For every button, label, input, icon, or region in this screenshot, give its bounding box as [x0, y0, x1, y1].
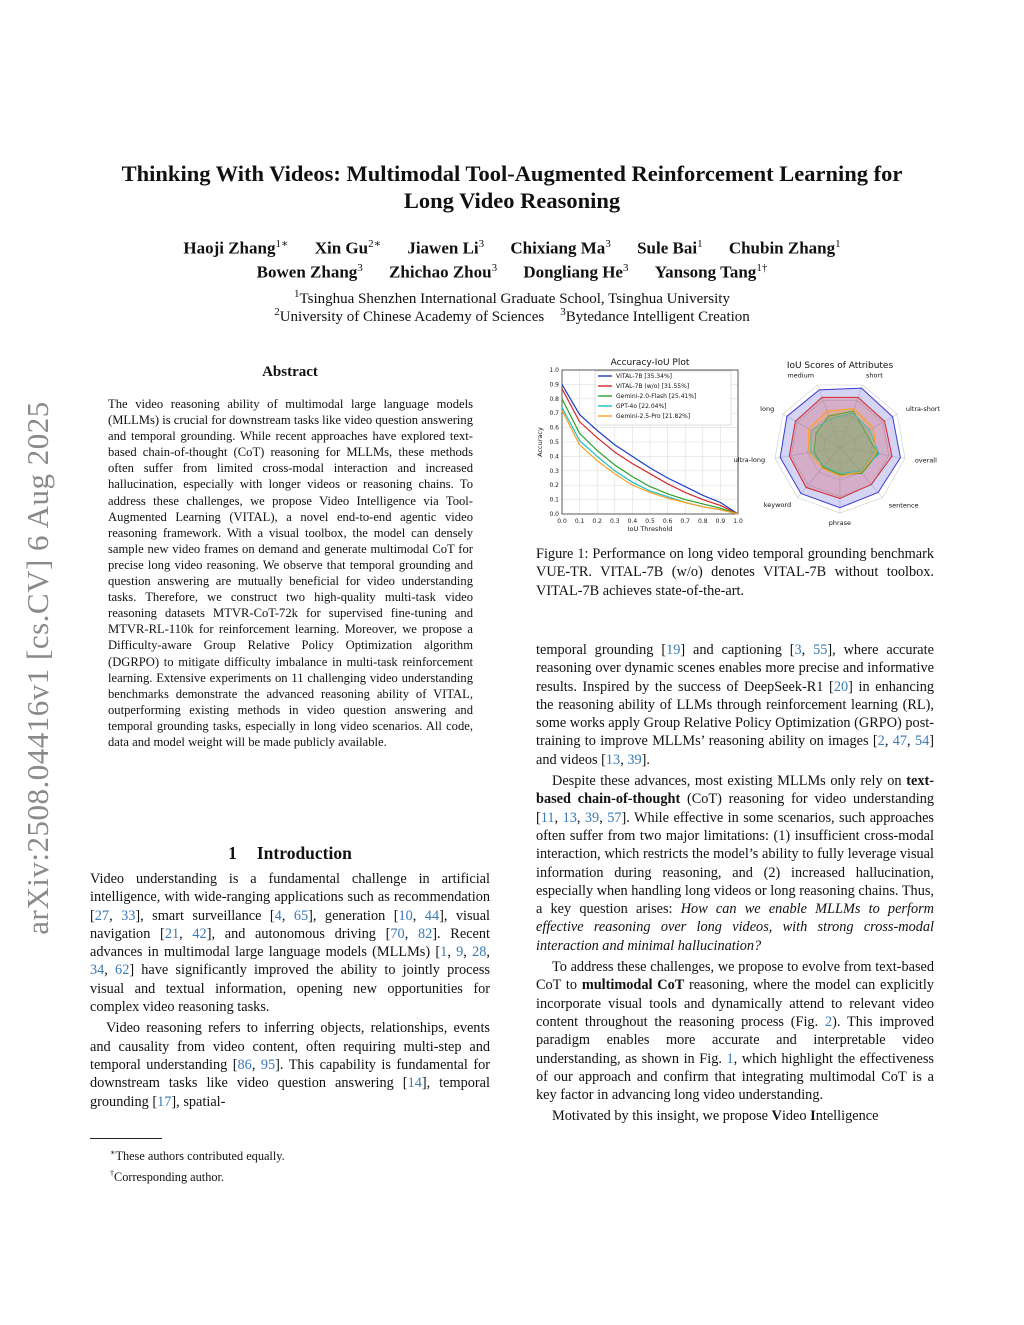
radar-axis-label: sentence — [888, 501, 919, 510]
legend-entry: Gemini-2.5-Pro [21.82%] — [616, 413, 691, 421]
citation-link[interactable]: 33 — [121, 907, 136, 924]
citation-link[interactable]: 3 — [794, 642, 802, 658]
x-tick-label: 0.9 — [715, 518, 726, 525]
figure-1 — [536, 352, 941, 533]
y-tick-label: 0.7 — [549, 410, 559, 418]
legend-entry: GPT-4o [22.04%] — [616, 403, 667, 411]
footnote-rule — [90, 1138, 162, 1139]
title-line-2: Long Video Reasoning — [403, 188, 621, 213]
citation-link[interactable]: 44 — [424, 907, 440, 924]
author: Zhichao Zhou$^3$ — [389, 262, 498, 282]
citation-link[interactable]: 21 — [164, 925, 180, 942]
citation-link[interactable]: 27 — [94, 907, 110, 924]
x-tick-label: 0.2 — [592, 518, 602, 525]
y-tick-label: 0.3 — [549, 467, 559, 475]
paper-title — [80, 160, 944, 214]
x-tick-label: 0.7 — [680, 518, 690, 525]
radar-axis-label: medium — [787, 371, 815, 380]
attribute-radar-chart — [734, 361, 941, 527]
y-tick-label: 0.0 — [549, 511, 559, 518]
y-tick-label: 0.5 — [549, 439, 559, 446]
affiliation-1: $^1$Tsinghua Shenzhen International Graduate School, Tsinghua University — [294, 288, 730, 307]
x-axis-label: IoU Threshold — [627, 525, 673, 533]
figure-caption: Figure 1: Performance on long video temporal grounding benchmark VUE-TR. VITAL-7B (w/o) denotes VITAL-7B without toolbox. VITAL-7B achieves state-of-the-art. — [536, 546, 934, 599]
paragraph: To address these challenges, we propose to evolve from text-based CoT to multimodal CoT reasoning, where the model can explicitly incorporate visual tools and dynamically attend to relevant video content throughout the reasoning process (Fig. 2). This improved paradigm enables more accurate and interpretable video understanding, as shown in Fig. 1, which highlight the effectiveness of our approach and confirm that integrating multimodal CoT is a key factor in advancing long video understanding. — [536, 959, 934, 1104]
abstract-heading: Abstract — [262, 364, 318, 380]
author: Dongliang He$^3$ — [523, 262, 629, 282]
citation-link[interactable]: 14 — [407, 1075, 422, 1092]
x-tick-label: 0.8 — [698, 518, 708, 525]
citation-link[interactable]: 47 — [892, 733, 908, 750]
y-tick-label: 0.8 — [549, 395, 559, 403]
y-tick-label: 0.4 — [549, 453, 559, 461]
citation-link[interactable]: 65 — [293, 907, 309, 924]
legend-entry: Gemini-2.0-Flash [25.41%] — [616, 393, 697, 401]
x-tick-label: 0.5 — [645, 518, 655, 525]
citation-link[interactable]: 54 — [914, 733, 930, 750]
citation-link[interactable]: 1 — [726, 1050, 734, 1067]
citation-link[interactable]: 95 — [260, 1056, 276, 1073]
affiliation-2-3: $^2$University of Chinese Academy of Sciences $^3$Bytedance Intelligent Creation — [274, 306, 750, 325]
legend-entry: VITAL-7B [35.34%] — [616, 373, 672, 381]
left-column-text — [90, 870, 490, 1114]
citation-link[interactable]: 70 — [390, 925, 405, 942]
citation-link[interactable]: 17 — [157, 1093, 172, 1110]
author: Jiawen Li$^3$ — [407, 238, 485, 258]
radar-axis-label: overall — [914, 456, 937, 465]
y-tick-label: 0.6 — [549, 424, 559, 432]
author: Haoji Zhang$^{1∗}$ — [183, 238, 289, 258]
title-line-1: Thinking With Videos: Multimodal Tool-Augmented Reinforcement Learning for — [121, 161, 903, 186]
citation-link[interactable]: 1 — [440, 944, 448, 961]
radar-axis-label: short — [866, 371, 883, 380]
author: Sule Bai$^1$ — [637, 238, 703, 258]
paragraph: Video understanding is a fundamental challenge in artificial intelligence, with wide-ranging applications such as recommendation [27, 33], smart surveillance [4, 65], generation [10, 44], visual navigation [21, 42], and autonomous driving [70, 82]. Recent advances in multimodal large language models (MLLMs) [1, 9, 28, 34, 62] have significantly improved the ability to jointly process visual and textual information, opening new opportunities for complex video reasoning tasks. — [90, 871, 491, 1016]
citation-link[interactable]: 9 — [456, 944, 464, 961]
citation-link[interactable]: 13 — [605, 751, 621, 768]
citation-link[interactable]: 28 — [472, 944, 487, 961]
citation-link[interactable]: 62 — [115, 962, 130, 979]
x-tick-label: 0.4 — [627, 518, 638, 525]
citation-link[interactable]: 10 — [398, 907, 413, 924]
author: Xin $Gu^{2∗}$ — [314, 238, 382, 258]
paragraph: Motivated by this insight, we propose Video Intelligence — [552, 1108, 879, 1125]
section-heading: 1 Introduction — [228, 843, 352, 863]
citation-link[interactable]: 4 — [274, 907, 282, 924]
radar-axis-label: long — [760, 404, 775, 413]
author: Chubin Zhang$^1$ — [728, 238, 841, 258]
citation-link[interactable]: 42 — [192, 925, 207, 942]
paragraph: Video reasoning refers to inferring objects, relationships, events and causality from video content, often requiring multi-step and temporal understanding [86, 95]. This capability is fundamental for downstream tasks like video question answering [14], temporal grounding [17], spatial- — [90, 1020, 490, 1110]
y-tick-label: 0.1 — [549, 496, 559, 504]
citation-link[interactable]: 19 — [666, 642, 681, 658]
arxiv-identifier-text: arXiv:2508.04416v1 [cs.CV] 6 Aug 2025 — [20, 401, 55, 935]
author: Bowen Zhang$^3$ — [256, 262, 363, 282]
citation-link[interactable]: 57 — [607, 809, 622, 826]
radar-axis-label: phrase — [828, 519, 852, 527]
citation-link[interactable]: 20 — [833, 678, 849, 695]
abstract-body: The video reasoning ability of multimodal large language models (MLLMs) is crucial for downstream tasks like video question answering and temporal grounding. While recent approaches have explored text-based chain-of-thought (CoT) reasoning for MLLMs, these methods often suffer from limited cross-modal interaction and increased hallucination, especially with longer videos or reasoning chains. To address these challenges, we propose Video Intelligence via Tool-Augmented Learning (VITAL), a novel end-to-end agentic video reasoning framework. With a visual toolbox, the model can densely sample new video frames on demand and generate multimodal CoT for precise long video reasoning. We observe that temporal grounding and question answering are mutually beneficial for video understanding tasks. Therefore, we construct two high-quality multi-task video reasoning datasets MTVR-CoT-72k for supervised fine-tuning and MTVR-RL-110k for reinforcement learning. Moreover, we propose a Difficulty-aware Group Relative Policy Optimization algorithm (DGRPO) to mitigate difficulty imbalance in multi-task reinforcement learning. Extensive experiments on 11 challenging video understanding benchmarks demonstrate the advanced reasoning ability of VITAL, outperforming existing methods in video question answering and temporal grounding tasks, especially in long video scenarios. All code, data and model weight will be made publicly available. — [108, 397, 473, 749]
footnote: †Corresponding author. — [110, 1169, 224, 1185]
author-row-2 — [80, 256, 944, 285]
radar-axis-label: ultra-short — [905, 405, 941, 414]
x-tick-label: 1.0 — [733, 518, 743, 525]
citation-link[interactable]: 11 — [540, 809, 555, 826]
citation-link[interactable]: 39 — [584, 809, 600, 826]
y-tick-label: 0.9 — [549, 381, 559, 389]
citation-link[interactable]: 39 — [627, 751, 642, 768]
paragraph: Despite these advances, most existing MLLMs only rely on text-based chain-of-thought (CoT) reasoning for video understanding [11, 13, 39, 57]. While effective in some scenarios, such approaches often suffer from two major limitations: (1) insufficient cross-modal interaction, which restricts the model’s ability to fully leverage visual information during reasoning, and (2) increased hallucination, especially when handling long videos or long reasoning chains. Thus, a key question arises: How can we enable MLLMs to perform effective reasoning over long videos, with strong cross-modal interaction and minimal hallucination? — [536, 773, 934, 954]
author: Yansong Tang$^{1\dagger}$ — [654, 262, 768, 282]
x-tick-label: 0.6 — [662, 518, 673, 525]
y-tick-label: 1.0 — [549, 367, 559, 374]
accuracy-iou-chart — [536, 358, 743, 533]
citation-link[interactable]: 13 — [562, 809, 577, 826]
footnote: ∗These authors contributed equally. — [110, 1148, 285, 1164]
footnotes — [90, 1144, 490, 1186]
arxiv-identifier — [8, 378, 68, 958]
author: Chixiang Ma$^3$ — [510, 238, 611, 258]
citation-link[interactable]: 34 — [90, 962, 105, 979]
legend-entry: VITAL-7B (w/o) [31.55%] — [616, 383, 690, 391]
chart-title: IoU Scores of Attributes — [786, 361, 894, 371]
y-axis-label: Accuracy — [536, 427, 544, 457]
citation-link[interactable]: 55 — [813, 642, 828, 658]
radar-axis-label: ultra-long — [733, 456, 766, 465]
chart-title: Accuracy-IoU Plot — [610, 358, 690, 368]
x-tick-label: 0.1 — [574, 518, 585, 525]
radar-axis-label: keyword — [763, 501, 792, 510]
right-column-text — [536, 641, 934, 1129]
citation-link[interactable]: 82 — [417, 925, 433, 942]
x-tick-label: 0.3 — [610, 518, 620, 525]
y-tick-label: 0.2 — [549, 482, 559, 490]
citation-link[interactable]: 2 — [877, 733, 885, 750]
citation-link[interactable]: 86 — [237, 1056, 252, 1073]
citation-link[interactable]: 2 — [824, 1013, 833, 1030]
paragraph: temporal grounding [19] and captioning [3, 55], where accurate reasoning over dynamic scenes enables more precise and informative results. Inspired by the success of DeepSeek-R1 [20] in enhancing the reasoning ability of LLMs through reinforcement learning (RL), some works apply Group Relative Policy Optimization (GRPO) post-training to improve MLLMs’ reasoning ability on images [2, 47, 54] and videos [13, 39]. — [536, 642, 935, 768]
x-tick-label: 0.0 — [557, 518, 567, 525]
